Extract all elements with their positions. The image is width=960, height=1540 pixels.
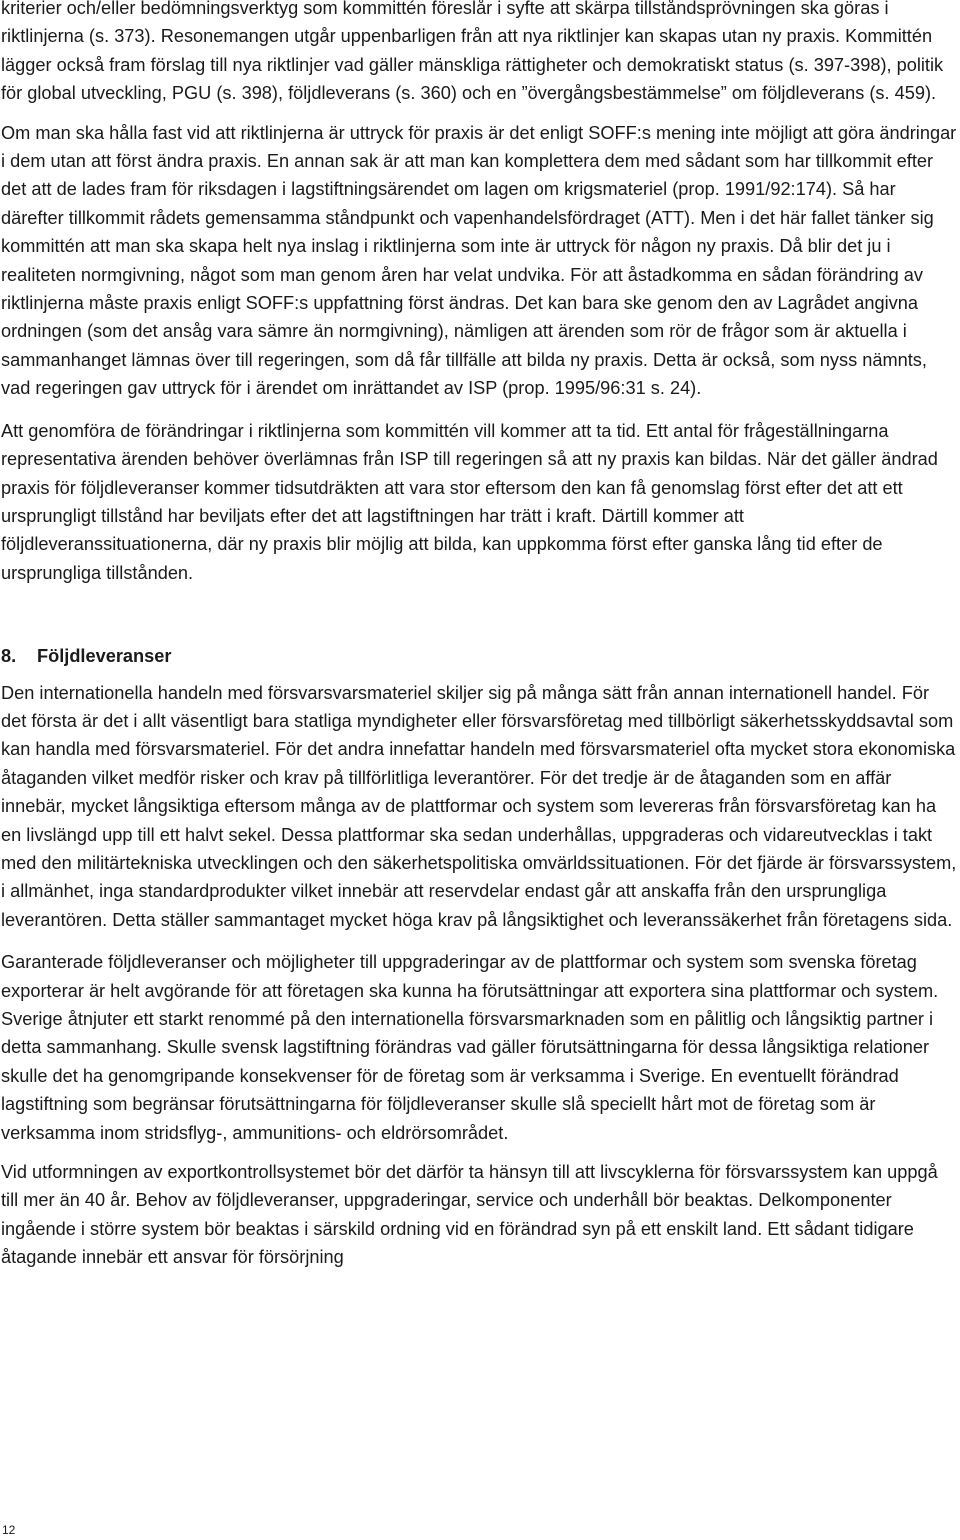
paragraph-exportkontrollsystem: Vid utformningen av exportkontrollsystemet bör det därför ta hänsyn till att livscyklerna för försvarssystem kan uppgå till mer än 40 år. Behov av följdleveranser, uppgraderingar, service och underhåll bör beaktas. Delkomponenter ingående i större system bör beaktas i särskild ordning vid en förändrad syn på ett enskilt land. Ett sådant tidigare åtagande innebär ett ansvar för försörjning bbox=[1, 1162, 938, 1268]
section-title: Följdleveranser bbox=[37, 646, 172, 667]
page-content bbox=[1, 0, 957, 1272]
paragraph-garanterade-foljdleveranser: Garanterade följdleveranser och möjligheter till uppgraderingar av de plattformar och system som svenska företag exporterar är helt avgörande för att företagen ska kunna ha förutsättningar att exportera sina plattformar och system. Sverige åtnjuter ett starkt renommé på den internationella försvarsmarknaden som en pålitlig och långsiktig partner i detta sammanhang. Skulle svensk lagstiftning förändras vad gäller förutsättningarna för dessa långsiktiga relationer skulle det ha genomgripande konsekvenser för de företag som är verksamma i Sverige. En eventuellt förändrad lagstiftning som begränsar förutsättningarna för följdleveranser skulle slå speciellt hårt mot de företag som är verksamma inom stridsflyg-, ammunitions- och eldrörsområdet. bbox=[1, 952, 939, 1143]
section-number: 8. bbox=[1, 646, 17, 667]
paragraph-forandringar-tid: Att genomföra de förändringar i riktlinjerna som kommittén vill kommer att ta tid. Ett antal för frågeställningarna representativa ärenden behöver överlämnas från ISP till regeringen så att ny praxis kan bildas. När det gäller ändrad praxis för följdleveranser kommer tidsutdräkten att vara stor eftersom den kan få genomslag först efter det att ett ursprungligt tillstånd har beviljats efter det att lagstiftningen har trätt i kraft. Därtill kommer att följdleveranssituationerna, där ny praxis blir möjlig att bilda, kan uppkomma först efter ganska lång tid efter de ursprungliga tillstånden. bbox=[1, 420, 938, 583]
page-number: 12 bbox=[2, 1523, 16, 1537]
section-heading bbox=[1, 642, 957, 670]
paragraph-praxis-soff: Om man ska hålla fast vid att riktlinjerna är uttryck för praxis är det enligt SOFF:s mening inte möjligt att göra ändringar i dem utan att först ändra praxis. En annan sak är att man kan komplettera dem med sådant som har tillkommit efter det att de lades fram för riksdagen i lagstiftningsärendet om lagen om krigsmateriel (prop. 1991/92:174). Så har därefter tillkommit rådets gemensamma ståndpunkt och vapenhandelsfördraget (ATT). Men i det här fallet tänker sig kommittén att man ska skapa helt nya inslag i riktlinjerna som inte är uttryck för någon ny praxis. Då blir det ju i realiteten normgivning, något som man genom åren har velat undvika. För att åstadkomma en sådan förändring av riktlinjerna måste praxis enligt SOFF:s uppfattning först ändras. Det kan bara ske genom den av Lagrådet angivna ordningen (som det ansåg vara sämre än normgivning), nämligen att ärenden som rör de frågor som är aktuella i sammanhanget lämnas över till regeringen, som då får tillfälle att bilda ny praxis. Detta är också, som nyss nämnts, vad regeringen gav uttryck för i ärendet om inrättandet av ISP (prop. 1995/96:31 s. 24). bbox=[1, 122, 957, 399]
paragraph-internationell-handel: Den internationella handeln med försvarsvarsmateriel skiljer sig på många sätt från annan internationell handel. För det första är det i allt väsentligt bara statliga myndigheter eller försvarsföretag med tillbörligt säkerhetsskyddsavtal som kan handla med försvarsmateriel. För det andra innefattar handeln med försvarsmateriel ofta mycket stora ekonomiska åtaganden vilket medför risker och krav på tillförlitliga leverantörer. För det tredje är de åtaganden som en affär innebär, mycket långsiktiga eftersom många av de plattformar och system som levereras från försvarsföretag kan ha en livslängd upp till ett halvt sekel. Dessa plattformar ska sedan underhållas, uppgraderas och vidareutvecklas i takt med den militärtekniska utvecklingen och den säkerhetspolitiska omvärldssituationen. För det fjärde är försvarssystem, i allmänhet, inga standardprodukter vilket innebär att reservdelar endast går att anskaffa från den ursprungliga leverantören. Detta ställer sammantaget mycket höga krav på långsiktighet och leveranssäkerhet från företagens sida. bbox=[1, 682, 957, 930]
paragraph-riktlinjer-forslag: kriterier och/eller bedömningsverktyg som kommittén föreslår i syfte att skärpa tillståndsprövningen ska göras i riktlinjerna (s. 373). Resonemangen utgår uppenbarligen från att nya riktlinjer kan skapas utan ny praxis. Kommittén lägger också fram förslag till nya riktlinjer vad gäller mänskliga rättigheter och demokratiskt status (s. 397-398), politik för global utveckling, PGU (s. 398), följdleverans (s. 360) och en ”övergångsbestämmelse” om följdleverans (s. 459). bbox=[1, 0, 944, 104]
